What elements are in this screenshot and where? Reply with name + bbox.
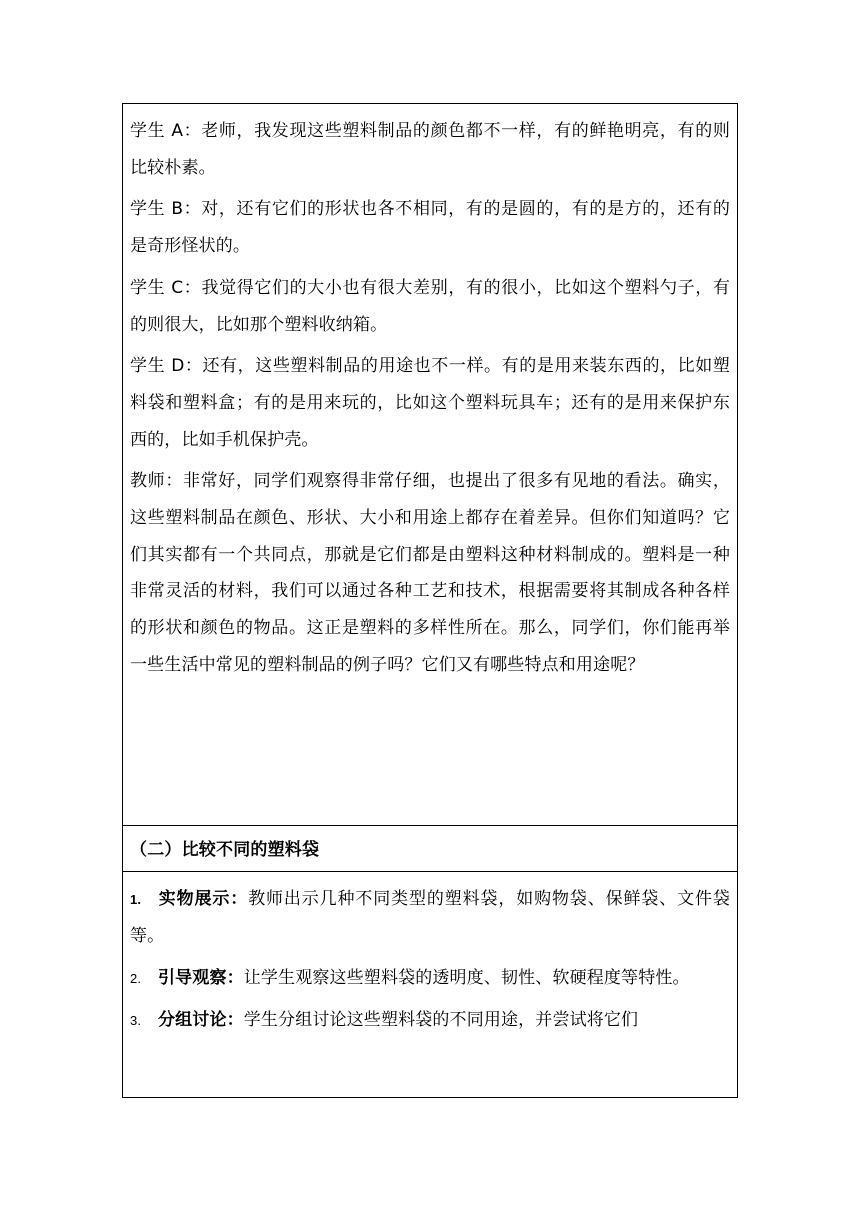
- step-number: 1.: [130, 892, 142, 907]
- steps-cell: [123, 872, 737, 1097]
- dialogue-cell: [123, 104, 737, 826]
- step-label: 实物展示：: [158, 889, 249, 909]
- step-number: 3.: [130, 1013, 142, 1028]
- student-a-line: 学生 A：老师，我发现这些塑料制品的颜色都不一样，有的鲜艳明亮，有的则比较朴素。: [130, 121, 730, 178]
- teacher-line: 教师：非常好，同学们观察得非常仔细，也提出了很多有见地的看法。确实，这些塑料制品在颜色、形状、大小和用途上都存在着差异。但你们知道吗？它们其实都有一个共同点，那就是它们都是由塑料这种材料制成的。塑料是一种非常灵活的材料，我们可以通过各种工艺和技术，根据需要将其制成各种各样的形状和颜色的物品。这正是塑料的多样性所在。那么，同学们，你们能再举一些生活中常见的塑料制品的例子吗？它们又有哪些特点和用途呢？: [130, 471, 730, 675]
- step-text: 让学生观察这些塑料袋的透明度、韧性、软硬程度等特性。: [243, 968, 690, 988]
- step-text: 学生分组讨论这些塑料袋的不同用途，并尝试将它们: [243, 1010, 639, 1030]
- lesson-table: [122, 103, 738, 1098]
- student-b-line: 学生 B：对，还有它们的形状也各不相同，有的是圆的，有的是方的，还有的是奇形怪状的。: [130, 199, 730, 257]
- step-item: [130, 1002, 730, 1039]
- student-d-line: 学生 D：还有，这些塑料制品的用途也不一样。有的是用来装东西的，比如塑料袋和塑料盒；有的是用来玩的，比如这个塑料玩具车；还有的是用来保护东西的，比如手机保护壳。: [130, 356, 730, 450]
- section-heading: （二）比较不同的塑料袋: [130, 840, 320, 860]
- student-c-line: 学生 C：我觉得它们的大小也有很大差别，有的很小，比如这个塑料勺子，有的则很大，比如那个塑料收纳箱。: [130, 277, 730, 335]
- step-item: [130, 881, 730, 955]
- step-label: 引导观察：: [158, 968, 244, 988]
- step-item: [130, 960, 730, 997]
- step-text: 教师出示几种不同类型的塑料袋，如购物袋、保鲜袋、文件袋等。: [130, 889, 730, 946]
- step-label: 分组讨论：: [158, 1010, 244, 1030]
- section-heading-cell: [123, 826, 737, 872]
- step-number: 2.: [130, 971, 142, 986]
